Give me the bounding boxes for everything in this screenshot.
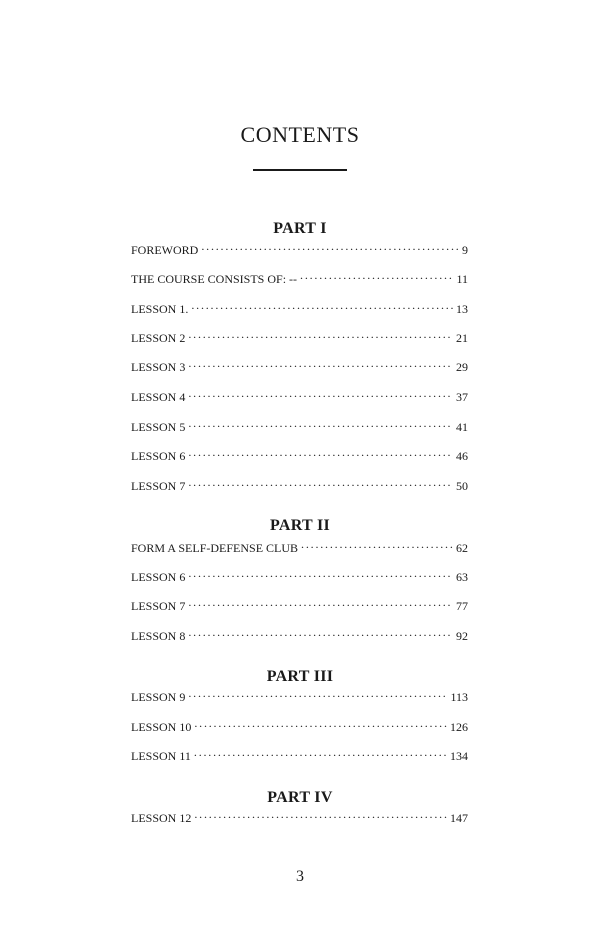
toc-entry[interactable] [131, 808, 468, 824]
toc-entry-label: LESSON 8 [131, 629, 188, 644]
dot-leader [194, 808, 447, 822]
toc-entry-label: LESSON 6 [131, 449, 188, 464]
toc-entry-label: THE COURSE CONSISTS OF: -- [131, 272, 300, 287]
toc-entry-page: 63 [453, 570, 468, 585]
part-heading: PART II [269, 517, 331, 534]
toc-entry-page: 134 [447, 749, 468, 764]
toc-entry[interactable] [131, 746, 468, 762]
dot-leader [188, 387, 453, 401]
toc-entry-label: LESSON 9 [131, 690, 188, 705]
title-underline [253, 169, 347, 171]
dot-leader [188, 476, 453, 490]
dot-leader [191, 299, 453, 313]
toc-entry[interactable] [131, 446, 468, 462]
toc-entry-label: LESSON 7 [131, 599, 188, 614]
dot-leader [301, 538, 453, 552]
toc-entry[interactable] [131, 476, 468, 492]
toc-entry[interactable] [131, 687, 468, 703]
toc-entry[interactable] [131, 417, 468, 433]
toc-entry-page: 46 [453, 449, 468, 464]
toc-entry-page: 50 [453, 479, 468, 494]
toc-entry-label: LESSON 6 [131, 570, 188, 585]
toc-entry-label: LESSON 5 [131, 420, 188, 435]
toc-entry-label: LESSON 2 [131, 331, 188, 346]
toc-entry-page: 113 [447, 690, 468, 705]
part-heading: PART III [266, 668, 334, 685]
toc-entry-page: 9 [459, 243, 468, 258]
dot-leader [188, 328, 453, 342]
dot-leader [300, 269, 453, 283]
dot-leader [188, 357, 453, 371]
dot-leader [201, 240, 459, 254]
toc-entry-label: LESSON 1. [131, 302, 191, 317]
dot-leader [188, 417, 453, 431]
toc-entry-page: 37 [453, 390, 468, 405]
dot-leader [188, 687, 447, 701]
dot-leader [188, 626, 453, 640]
toc-entry-label: LESSON 12 [131, 811, 194, 826]
dot-leader [188, 567, 453, 581]
dot-leader [194, 717, 447, 731]
toc-entry-page: 126 [447, 720, 468, 735]
toc-entry[interactable] [131, 596, 468, 612]
toc-entry[interactable] [131, 538, 468, 554]
dot-leader [188, 596, 453, 610]
toc-entry[interactable] [131, 387, 468, 403]
toc-entry-page: 41 [453, 420, 468, 435]
toc-entry-page: 29 [453, 360, 468, 375]
toc-entry-page: 21 [453, 331, 468, 346]
toc-entry[interactable] [131, 269, 468, 285]
toc-entry-page: 11 [453, 272, 468, 287]
page-title: CONTENTS [240, 122, 360, 147]
toc-entry-label: LESSON 11 [131, 749, 194, 764]
toc-entry[interactable] [131, 567, 468, 583]
toc-entry-label: LESSON 4 [131, 390, 188, 405]
toc-entry[interactable] [131, 328, 468, 344]
page-number: 3 [296, 868, 304, 885]
toc-entry-page: 13 [453, 302, 468, 317]
toc-entry-label: LESSON 7 [131, 479, 188, 494]
toc-entry[interactable] [131, 626, 468, 642]
toc-entry-label: LESSON 3 [131, 360, 188, 375]
dot-leader [188, 446, 453, 460]
dot-leader [194, 746, 447, 760]
toc-entry[interactable] [131, 299, 468, 315]
toc-entry[interactable] [131, 357, 468, 373]
part-heading: PART IV [267, 789, 333, 806]
toc-entry[interactable] [131, 717, 468, 733]
part-heading: PART I [273, 220, 327, 237]
toc-entry-page: 62 [453, 541, 468, 556]
toc-entry-label: FOREWORD [131, 243, 201, 258]
toc-entry-page: 92 [453, 629, 468, 644]
toc-entry-page: 77 [453, 599, 468, 614]
toc-entry[interactable] [131, 240, 468, 256]
toc-entry-label: LESSON 10 [131, 720, 194, 735]
toc-entry-page: 147 [447, 811, 468, 826]
toc-entry-label: FORM A SELF-DEFENSE CLUB [131, 541, 301, 556]
